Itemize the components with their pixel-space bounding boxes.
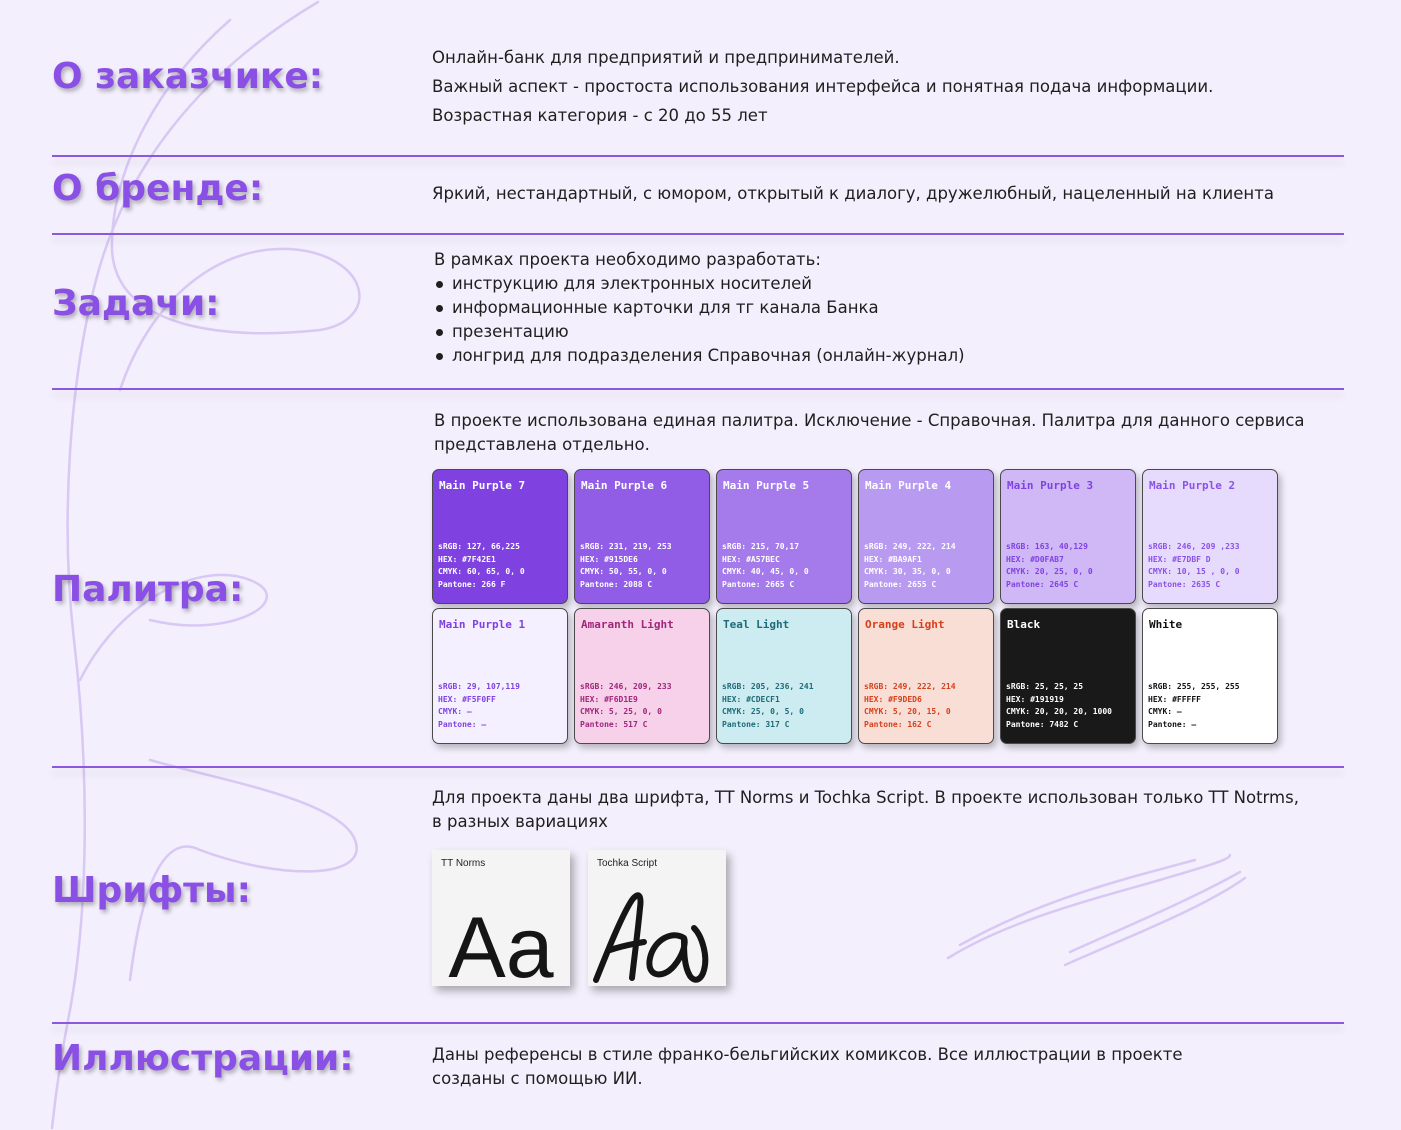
swatch-specs — [438, 681, 520, 731]
swatch-specs — [1006, 541, 1093, 591]
font-card-tochka-script — [588, 850, 726, 986]
list-item: презентацию — [434, 320, 965, 344]
palette-intro-line: В проекте использована единая палитра. Исключение - Справочная. Палитра для данного сервиса — [434, 411, 1305, 430]
section-title-fonts: Шрифты: — [52, 870, 252, 911]
swatch-srgb: sRGB: 163, 40,129 — [1006, 542, 1088, 551]
swatch-specs — [580, 681, 672, 731]
swatch-name: Main Purple 2 — [1149, 479, 1236, 492]
swatch-hex: HEX: #D0FAB7 — [1006, 554, 1064, 564]
swatch-pantone: Pantone: – — [438, 719, 487, 729]
font-sample-tochka-script — [588, 880, 726, 986]
list-item: информационные карточки для тг канала Банка — [434, 296, 965, 320]
section-title-illustrations: Иллюстрации: — [52, 1038, 354, 1079]
swatch-cmyk: CMYK: 30, 35, 0, 0 — [864, 567, 951, 576]
swatch-hex: HEX: #F5F0FF — [438, 694, 496, 704]
section-title-palette: Палитра: — [52, 569, 244, 610]
swatch-hex: HEX: #A57BEC — [722, 554, 780, 564]
section-divider — [52, 1022, 1344, 1024]
swatch-name: Orange Light — [865, 618, 945, 631]
section-divider — [52, 766, 1344, 768]
swatch-pantone: Pantone: – — [1148, 719, 1197, 729]
swatch-cmyk: CMYK: 40, 45, 0, 0 — [722, 567, 809, 576]
swatch-hex: HEX: #191919 — [1006, 694, 1064, 704]
swatch-name: Teal Light — [723, 618, 790, 631]
swatch-name: White — [1149, 618, 1183, 631]
swatch-pantone: Pantone: 2655 C — [864, 579, 937, 589]
font-sample-text: Aa — [448, 900, 554, 986]
swatch-cmyk: CMYK: 20, 25, 0, 0 — [1006, 567, 1093, 576]
color-swatch — [716, 469, 852, 604]
swatch-hex: HEX: #7F42E1 — [438, 554, 496, 564]
section-divider — [52, 233, 1344, 235]
swatch-name: Black — [1007, 618, 1041, 631]
swatch-specs — [864, 681, 956, 731]
swatch-name: Main Purple 5 — [723, 479, 810, 492]
swatch-srgb: sRGB: 246, 209 ,233 — [1148, 542, 1240, 551]
tasks-list — [434, 272, 965, 368]
swatch-specs — [722, 681, 814, 731]
illustrations-line: созданы с помощью ИИ. — [432, 1069, 643, 1088]
section-divider — [52, 155, 1344, 157]
tasks-description — [434, 248, 965, 368]
swatch-specs — [1148, 681, 1240, 731]
font-card-name: TT Norms — [441, 858, 486, 869]
client-line: Важный аспект - простоста использования интерфейса и понятная подача информации. — [432, 77, 1214, 96]
swatch-name: Main Purple 1 — [439, 618, 526, 631]
list-item: лонгрид для подразделения Справочная (онлайн-журнал) — [434, 344, 965, 368]
tasks-intro: В рамках проекта необходимо разработать: — [434, 250, 821, 269]
color-swatch — [1142, 469, 1278, 604]
palette-grid — [432, 469, 1278, 744]
client-line: Возрастная категория - с 20 до 55 лет — [432, 106, 768, 125]
swatch-cmyk: CMYK: 50, 55, 0, 0 — [580, 567, 667, 576]
client-line: Онлайн-банк для предприятий и предпринимателей. — [432, 48, 900, 67]
fonts-intro-line: Для проекта даны два шрифта, TT Norms и Tochka Script. В проекте использован только TT Notrms, — [432, 788, 1299, 807]
illustrations-description — [432, 1043, 1182, 1091]
palette-description — [434, 409, 1305, 457]
color-swatch — [1000, 608, 1136, 744]
swatch-pantone: Pantone: 2088 C — [580, 579, 653, 589]
swatch-name: Main Purple 6 — [581, 479, 668, 492]
list-item: инструкцию для электронных носителей — [434, 272, 965, 296]
swatch-name: Main Purple 3 — [1007, 479, 1094, 492]
illustrations-line: Даны референсы в стиле франко-бельгийских комиксов. Все иллюстрации в проекте — [432, 1045, 1183, 1064]
color-swatch — [574, 469, 710, 604]
swatch-srgb: sRGB: 25, 25, 25 — [1006, 682, 1084, 691]
swatch-pantone: Pantone: 266 F — [438, 579, 506, 589]
swatch-cmyk: CMYK: 10, 15 , 0, 0 — [1148, 567, 1240, 576]
swatch-srgb: sRGB: 255, 255, 255 — [1148, 682, 1240, 691]
brand-description: Яркий, нестандартный, с юмором, открытый к диалогу, дружелюбный, нацеленный на клиента — [432, 184, 1274, 203]
swatch-srgb: sRGB: 29, 107,119 — [438, 682, 520, 691]
swatch-hex: HEX: #E7DBF D — [1148, 554, 1211, 564]
swatch-specs — [864, 541, 956, 591]
swatch-cmyk: CMYK: 20, 20, 20, 1000 — [1006, 707, 1112, 716]
swatch-pantone: Pantone: 317 C — [722, 719, 790, 729]
swatch-cmyk: CMYK: 25, 0, 5, 0 — [722, 707, 804, 716]
color-swatch — [574, 608, 710, 744]
swatch-pantone: Pantone: 7482 C — [1006, 719, 1079, 729]
swatch-pantone: Pantone: 2635 C — [1148, 579, 1221, 589]
swatch-cmyk: CMYK: 5, 25, 0, 0 — [580, 707, 662, 716]
font-sample-tt-norms — [432, 880, 570, 986]
swatch-cmyk: CMYK: 5, 20, 15, 0 — [864, 707, 951, 716]
font-card-tt-norms — [432, 850, 570, 986]
swatch-name: Main Purple 4 — [865, 479, 952, 492]
section-title-tasks: Задачи: — [52, 283, 220, 324]
color-swatch — [858, 608, 994, 744]
swatch-hex: HEX: #F6D1E9 — [580, 694, 638, 704]
swatch-name: Amaranth Light — [581, 618, 674, 631]
swatch-pantone: Pantone: 517 C — [580, 719, 648, 729]
swatch-hex: HEX: #915DE6 — [580, 554, 638, 564]
swatch-hex: HEX: #F9DED6 — [864, 694, 922, 704]
swatch-specs — [1148, 541, 1240, 591]
swatch-specs — [722, 541, 809, 591]
swatch-specs — [1006, 681, 1112, 731]
swatch-cmyk: CMYK: – — [438, 707, 472, 716]
swatch-srgb: sRGB: 231, 219, 253 — [580, 542, 672, 551]
palette-intro-line: представлена отдельно. — [434, 435, 650, 454]
swatch-pantone: Pantone: 2665 C — [722, 579, 795, 589]
swatch-specs — [580, 541, 672, 591]
swatch-srgb: sRGB: 246, 209, 233 — [580, 682, 672, 691]
color-swatch — [1142, 608, 1278, 744]
color-swatch — [432, 469, 568, 604]
font-card-name: Tochka Script — [597, 858, 658, 869]
color-swatch — [1000, 469, 1136, 604]
fonts-intro-line: в разных вариациях — [432, 812, 608, 831]
swatch-srgb: sRGB: 127, 66,225 — [438, 542, 520, 551]
swatch-hex: HEX: #BA9AF1 — [864, 554, 922, 564]
swatch-pantone: Pantone: 162 C — [864, 719, 932, 729]
swatch-cmyk: CMYK: – — [1148, 707, 1182, 716]
section-title-client: О заказчике: — [52, 56, 324, 97]
swatch-specs — [438, 541, 525, 591]
section-title-brand: О бренде: — [52, 168, 264, 209]
swatch-srgb: sRGB: 205, 236, 241 — [722, 682, 814, 691]
color-swatch — [432, 608, 568, 744]
swatch-name: Main Purple 7 — [439, 479, 526, 492]
color-swatch — [716, 608, 852, 744]
client-description — [432, 43, 1213, 130]
swatch-hex: HEX: #FFFFF — [1148, 694, 1201, 704]
swatch-srgb: sRGB: 249, 222, 214 — [864, 542, 956, 551]
swatch-pantone: Pantone: 2645 C — [1006, 579, 1079, 589]
swatch-cmyk: CMYK: 60, 65, 0, 0 — [438, 567, 525, 576]
section-divider — [52, 388, 1344, 390]
color-swatch — [858, 469, 994, 604]
swatch-srgb: sRGB: 215, 70,17 — [722, 542, 800, 551]
swatch-hex: HEX: #CDECF1 — [722, 694, 780, 704]
fonts-description — [432, 786, 1299, 834]
swatch-srgb: sRGB: 249, 222, 214 — [864, 682, 956, 691]
